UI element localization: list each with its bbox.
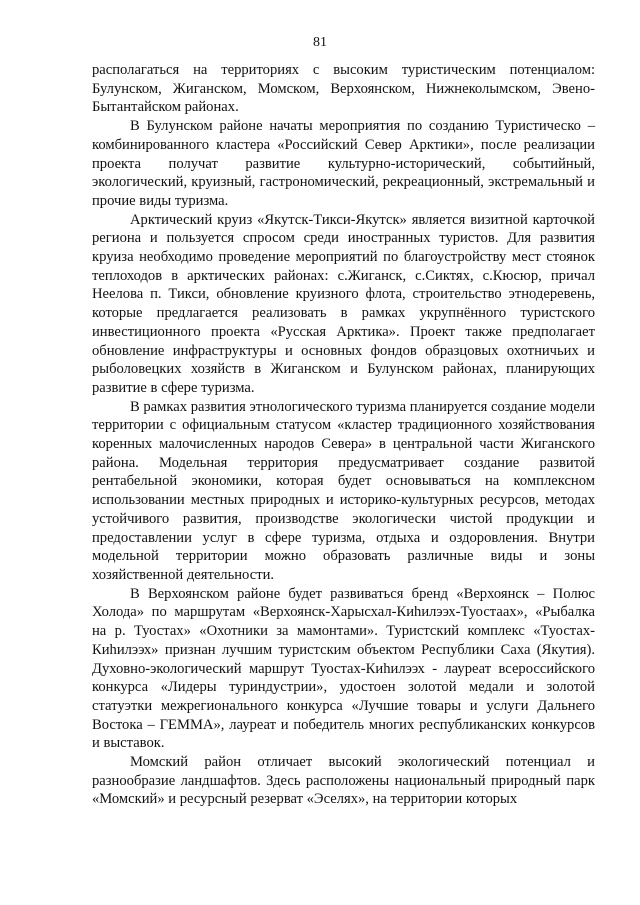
paragraph-ethnological-tourism: В рамках развития этнологического туризма планируется создание модели территории с официальным статусом «кластер традиционного хозяйствования коренных малочисленных народов Севера» в центральной части Жиганского района. Модельная территория предусматривает создание развитой рентабельной экономики, которая будет основываться на комплексном использовании местных природных и историко-культурных ресурсов, методах устойчивого развития, производстве экологически чистой продукции и предоставлении услуг в сфере туризма, отдыха и оздоровления. Внутри модельной территории можно образовать различные виды и зоны хозяйственной деятельности. [92, 398, 595, 583]
paragraph-arctic-cruise: Арктический круиз «Якутск-Тикси-Якутск» является визитной карточкой региона и пользуется спросом среди иностранных туристов. Для развития круиза необходимо проведение мероприятий по благоустройству мест стоянок теплоходов в арктических районах: с.Жиганск, с.Сиктях, с.Кюсюр, причал Неелова п. Тикси, обновление круизного флота, строительство этнодеревень, которые предлагается реализовать в рамках укрупнённого туристского инвестиционного проекта «Русская Арктика». Проект также предполагает обновление инфраструктуры и основных фондов образцовых охотничьих и рыболовецких хозяйств в Жиганском и Булунском районах, планирующих развитие в сфере туризма. [92, 211, 595, 396]
paragraph-momsky-district: Момский район отличает высокий экологический потенциал и разнообразие ландшафтов. Здесь расположены национальный природный парк «Момский» и ресурсный резерват «Эселях», на территории которых [92, 754, 595, 808]
paragraph-verkhoyansk-district: В Верхоянском районе будет развиваться бренд «Верхоянск – Полюс Холода» по маршрутам «Верхоянск-Харысхал-Киhилээх-Туостаах», «Рыбалка на р. Туостах» «Охотники за мамонтами». Туристский комплекс «Туостах-Киhилээх» признан лучшим туристским объектом Республики Саха (Якутия). Духовно-экологический маршрут Туостах-Киhилээх - лауреат всероссийского конкурса «Лидеры туриндустрии», удостоен золотой медали и золотой статуэтки межрегионального конкурса «Лучшие товары и услуги Дальнего Востока – ГЕММА», лауреат и победитель многих республиканских конкурсов и выставок. [92, 585, 595, 752]
page-number: 81 [313, 35, 327, 50]
paragraph-continuation: располагаться на территориях с высоким туристическим потенциалом: Булунском, Жиганском, Момском, Верхоянском, Нижнеколымском, Эвено-Бытантайском районах. [92, 62, 595, 116]
paragraph-bulunsky-district: В Булунском районе начаты мероприятия по созданию Туристическо – комбинированного кластера «Российский Север Арктики», после реализации проекта получат развитие культурно-исторический, событийный, экологический, круизный, гастрономический, рекреационный, экстремальный и прочие виды туризма. [92, 118, 595, 209]
document-body [92, 61, 595, 809]
